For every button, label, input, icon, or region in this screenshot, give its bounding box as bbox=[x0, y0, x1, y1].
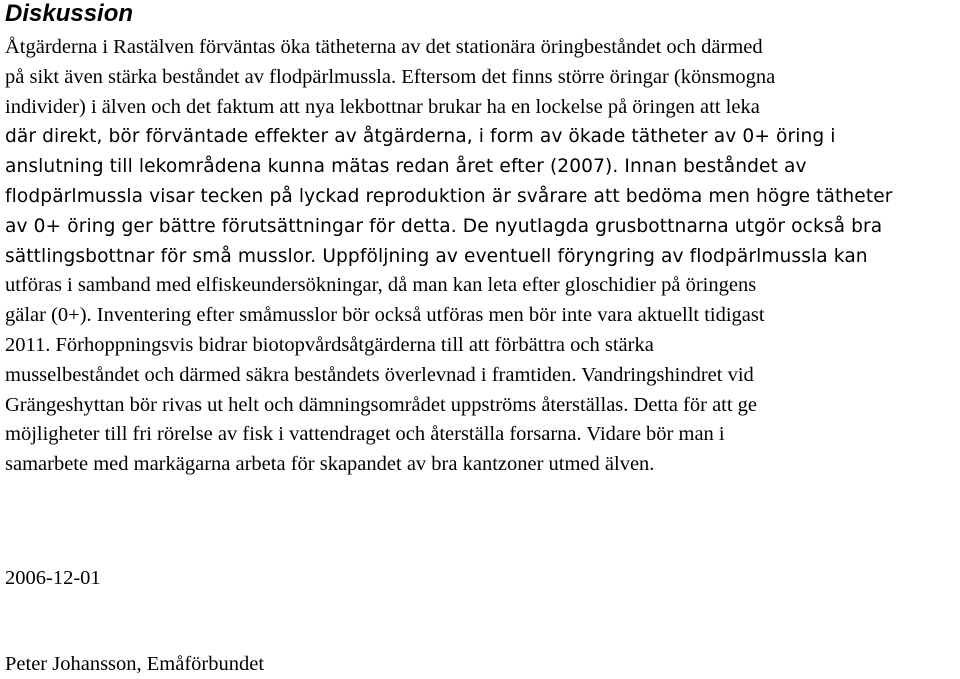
paragraph-line: flodpärlmussla visar tecken på lyckad reproduktion är svårare att bedöma men högre tätheter bbox=[5, 185, 893, 207]
paragraph-line: musselbeståndet och därmed säkra beståndets överlevnad i framtiden. Vandringshindret vid bbox=[5, 363, 754, 386]
paragraph-line: 2011. Förhoppningsvis bidrar biotopvårdsåtgärderna till att förbättra och stärka bbox=[5, 333, 654, 356]
paragraph-line: sättlingsbottnar för små musslor. Uppföljning av eventuell föryngring av flodpärlmussla kan bbox=[5, 245, 868, 267]
paragraph-line: individer) i älven och det faktum att nya lekbottnar brukar ha en lockelse på öringen att leka bbox=[5, 95, 760, 118]
paragraph-line: på sikt även stärka beståndet av flodpärlmussla. Eftersom det finns större öringar (könsmogna bbox=[5, 65, 776, 88]
paragraph-line: av 0+ öring ger bättre förutsättningar för detta. De nyutlagda grusbottnarna utgör också bra bbox=[5, 215, 883, 237]
document-date: 2006-12-01 bbox=[5, 567, 101, 589]
paragraph-line: Åtgärderna i Rastälven förväntas öka tätheterna av det stationära öringbeståndet och därmed bbox=[5, 36, 763, 58]
paragraph-line: där direkt, bör förväntade effekter av åtgärderna, i form av ökade tätheter av 0+ öring i bbox=[5, 126, 836, 148]
document-page bbox=[5, 0, 955, 675]
paragraph-line: möjligheter till fri rörelse av fisk i vattendraget och återställa forsarna. Vidare bör man i bbox=[5, 423, 725, 446]
section-heading: Diskussion bbox=[5, 0, 134, 27]
discussion-paragraph bbox=[5, 33, 955, 480]
paragraph-line: Grängeshyttan bör rivas ut helt och dämningsområdet uppströms återställas. Detta för att ge bbox=[5, 393, 758, 416]
author-signature: Peter Johansson, Emåförbundet bbox=[5, 653, 265, 675]
paragraph-line: samarbete med markägarna arbeta för skapandet av bra kantzoner utmed älven. bbox=[5, 453, 655, 476]
paragraph-line: gälar (0+). Inventering efter småmusslor bör också utföras men bör inte vara aktuellt tidigast bbox=[5, 304, 765, 327]
paragraph-line: utföras i samband med elfiskeundersökningar, då man kan leta efter gloschidier på öringens bbox=[5, 274, 757, 297]
paragraph-line: anslutning till lekområdena kunna mätas redan året efter (2007). Innan beståndet av bbox=[5, 156, 807, 178]
